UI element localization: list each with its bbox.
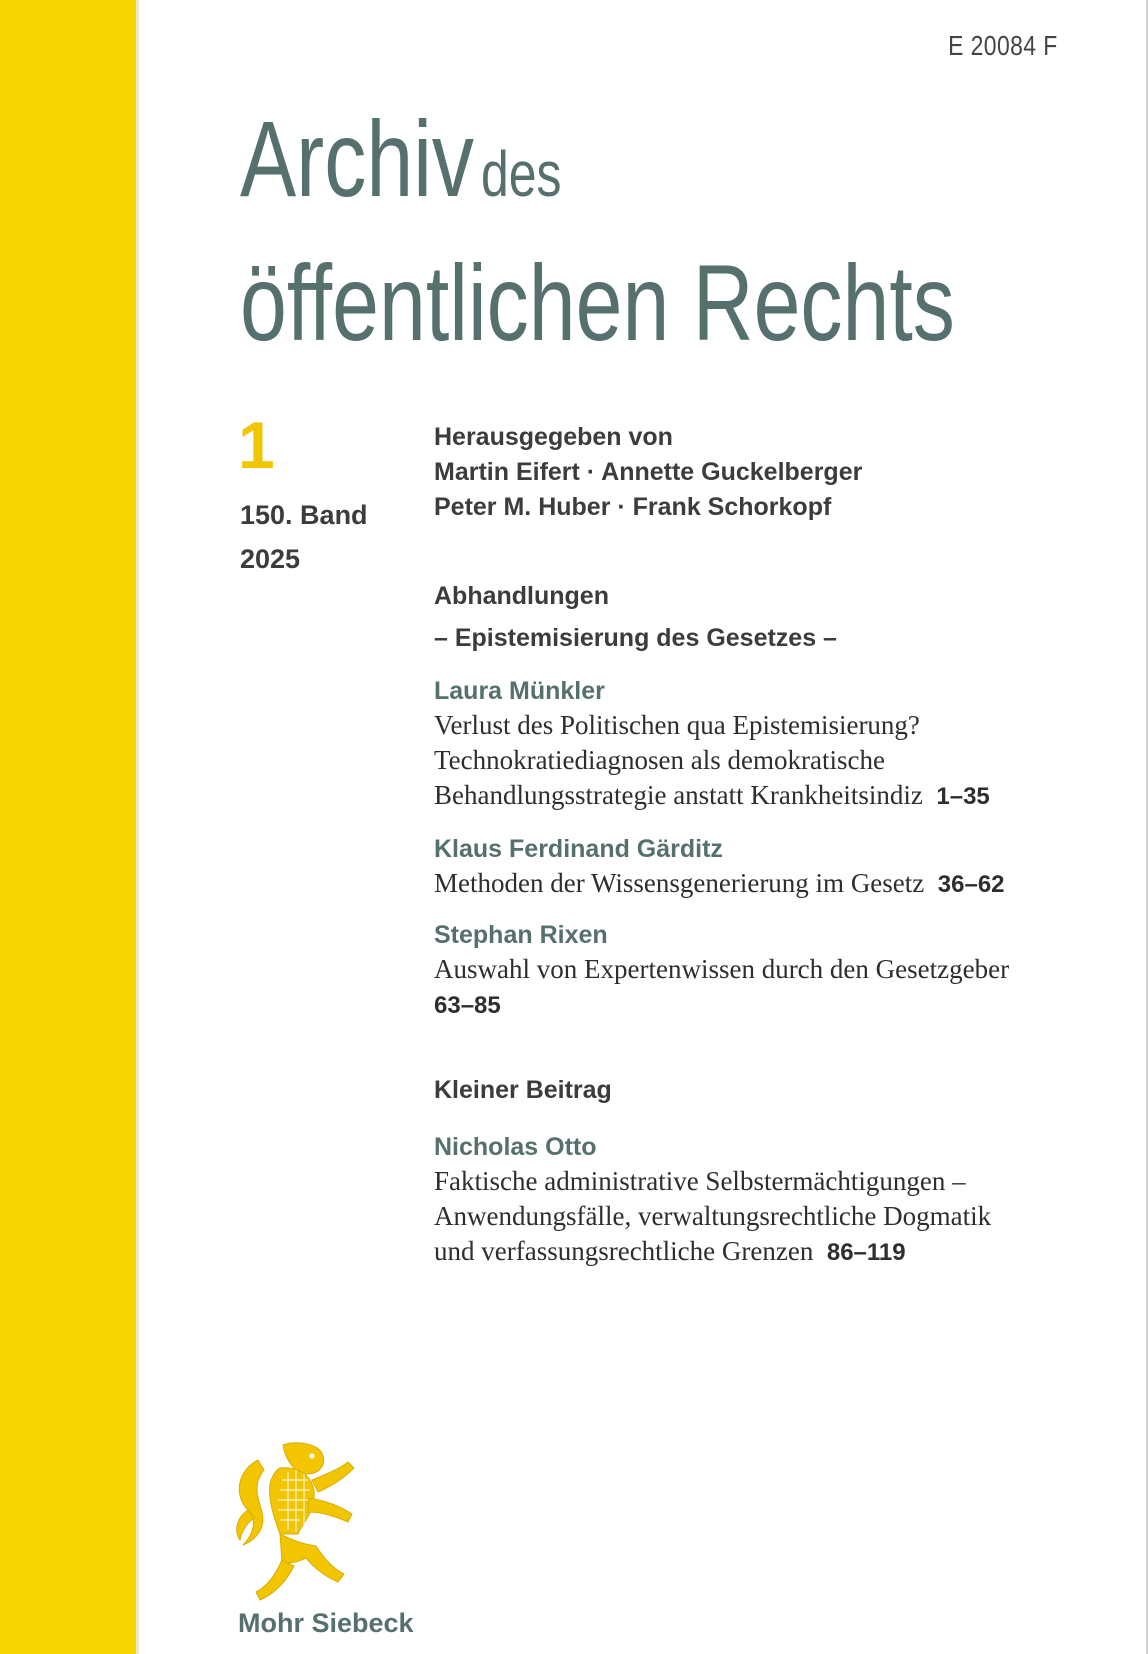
article-author: Klaus Ferdinand Gärditz	[434, 835, 723, 863]
editors-line1: Martin Eifert · Annette Guckelberger	[434, 458, 863, 486]
article-title-line: Faktische administrative Selbstermächtigungen –	[434, 1166, 966, 1196]
lion-rampant-icon	[228, 1440, 368, 1610]
journal-title	[240, 100, 955, 388]
article-pages-line	[434, 987, 1074, 1023]
title-line2: öffentlichen Rechts	[240, 242, 955, 363]
article-author: Stephan Rixen	[434, 921, 608, 949]
editors-line2: Peter M. Huber · Frank Schorkopf	[434, 493, 832, 521]
article-title-line: Anwendungsfälle, verwaltungsrechtliche Dogmatik	[434, 1201, 992, 1231]
article-title-text: und verfassungsrechtliche Grenzen	[434, 1236, 814, 1266]
article-title-line	[434, 778, 1074, 814]
article-title-line: Auswahl von Expertenwissen durch den Gesetzgeber	[434, 954, 1010, 984]
editors-block	[434, 420, 1074, 525]
article-4	[434, 1130, 1074, 1270]
section-subtitle: – Epistemisierung des Gesetzes –	[434, 624, 837, 652]
article-pages: 86–119	[826, 1239, 906, 1266]
article-title-text: Methoden der Wissensgenerierung im Gesetz	[434, 868, 925, 898]
year-label: 2025	[240, 544, 301, 574]
article-author: Laura Münkler	[434, 677, 605, 705]
article-title-line	[434, 866, 1074, 902]
article-title-line	[434, 1234, 1074, 1270]
editors-label: Herausgegeben von	[434, 423, 673, 451]
article-title-line: Technokratiediagnosen als demokratische	[434, 745, 885, 775]
yellow-spine	[0, 0, 136, 1654]
section-abhandlungen: Abhandlungen	[434, 582, 609, 610]
title-archiv: Archiv	[240, 98, 475, 219]
article-title-text: Behandlungsstrategie anstatt Krankheitsindiz	[434, 780, 923, 810]
issue-number: 1	[238, 408, 275, 482]
title-des: des	[480, 138, 562, 210]
article-3	[434, 918, 1074, 1023]
article-author: Nicholas Otto	[434, 1133, 597, 1161]
article-pages: 63–85	[434, 992, 501, 1019]
article-pages: 36–62	[937, 871, 1005, 898]
volume-label: 150. Band	[240, 500, 368, 530]
article-title-line: Verlust des Politischen qua Epistemisierung?	[434, 710, 920, 740]
issn-code: E 20084 F	[948, 30, 1058, 61]
article-pages: 1–35	[936, 783, 990, 810]
article-1	[434, 674, 1074, 814]
section-kleiner-beitrag: Kleiner Beitrag	[434, 1076, 612, 1104]
publisher-name: Mohr Siebeck	[238, 1608, 414, 1638]
article-2	[434, 832, 1074, 902]
spine-edge	[136, 0, 139, 1654]
